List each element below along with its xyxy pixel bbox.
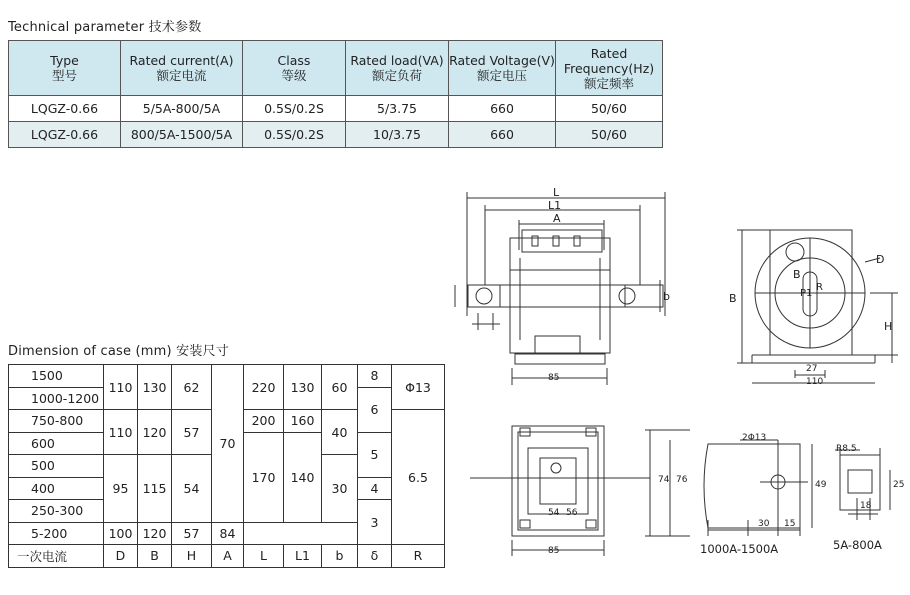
dimension-section-title: Dimension of case (mm) 安装尺寸 [8,344,229,359]
dim-label-30: 30 [758,519,770,529]
cell-frequency: 50/60 [556,96,663,122]
dim-label-54: 54 [548,508,560,518]
cell-R: 6.5 [392,410,445,545]
cell-delta: 3 [358,500,392,545]
dim-label-2phi13: 2Φ13 [742,433,767,443]
cell-L: 170 [244,432,284,522]
header-voltage-cn: 额定电压 [476,68,527,83]
dim-label-R: R [816,282,823,293]
cell-H: 57 [172,410,212,455]
dim-label-85-top: 85 [548,373,560,383]
dim-label-74: 74 [658,475,670,485]
bottom-view-drawing [470,426,690,556]
footer-B: B [138,545,172,568]
dim-label-A: A [553,212,561,225]
cell-A: 70 [212,365,244,523]
footer-A: A [212,545,244,568]
current-1000-1200: 1000-1200 [9,387,104,410]
cell-L1: 130 [284,365,322,410]
header-class-en: Class [277,53,311,68]
header-frequency-en: Rated Frequency(Hz) [563,45,655,76]
cell-B: 120 [138,522,172,545]
current-5-200: 5-200 [9,522,104,545]
current-400: 400 [9,477,104,500]
cell-load: 10/3.75 [346,122,449,148]
dim-label-B-side: B [729,292,737,305]
dim-label-B-ring: B [793,268,801,281]
dim-label-56: 56 [566,508,578,518]
dim-label-49: 49 [815,480,827,490]
dim-label-85-bottom: 85 [548,546,560,556]
dim-label-15: 15 [784,519,796,529]
current-250-300: 250-300 [9,500,104,523]
header-type-en: Type [50,53,79,68]
dim-label-R8-5: R8.5 [836,444,857,454]
cell-class: 0.5S/0.2S [243,122,346,148]
current-500: 500 [9,455,104,478]
cell-H: 54 [172,455,212,523]
dim-label-D: D [876,253,885,266]
dim-label-110: 110 [806,377,824,387]
dim-label-76: 76 [676,475,688,485]
dim-label-27: 27 [806,364,818,374]
caption-5-800: 5A-800A [833,538,882,552]
dim-label-L: L [553,186,560,199]
cell-class: 0.5S/0.2S [243,96,346,122]
footer-H: H [172,545,212,568]
current-750-800: 750-800 [9,410,104,433]
cell-A: 84 [212,522,244,545]
side-view-drawing [737,230,898,383]
footer-delta: δ [358,545,392,568]
cell-load: 5/3.75 [346,96,449,122]
cell-b: 60 [322,365,358,410]
cell-delta: 5 [358,432,392,477]
cell-voltage: 660 [449,122,556,148]
dim-label-b: b [663,290,670,303]
cell-type: LQGZ-0.66 [9,122,121,148]
cell-R: Φ13 [392,365,445,410]
cell-B: 115 [138,455,172,523]
cell-D: 95 [104,455,138,523]
current-600: 600 [9,432,104,455]
dim-label-H: H [884,320,893,333]
footer-R: R [392,545,445,568]
cell-D: 100 [104,522,138,545]
header-current-cn: 额定电流 [156,68,207,83]
cell-L: 220 [244,365,284,410]
header-frequency-cn: 额定频率 [583,75,634,91]
cell-type: LQGZ-0.66 [9,96,121,122]
cell-H: 57 [172,522,212,545]
dim-label-25: 25 [893,480,905,490]
cell-B: 120 [138,410,172,455]
cell-frequency: 50/60 [556,122,663,148]
header-load-cn: 额定负荷 [371,68,422,83]
cell-delta: 8 [358,365,392,388]
header-load-en: Rated load(VA) [350,53,444,68]
header-current-en: Rated current(A) [129,53,234,68]
dim-label-18: 18 [860,501,872,511]
cell-D: 110 [104,365,138,410]
cell-delta: 4 [358,477,392,500]
caption-1000-1500: 1000A-1500A [700,542,779,556]
cell-b: 30 [322,455,358,523]
parameter-section-title: Technical parameter 技术参数 [8,20,202,35]
footer-primary-current: 一次电流 [9,545,104,568]
cell-voltage: 660 [449,96,556,122]
cell-current: 800/5A-1500/5A [121,122,243,148]
dim-label-L1: L1 [548,199,562,212]
cell-b: 40 [322,410,358,455]
cell-L1: 160 [284,410,322,433]
header-class-cn: 等级 [281,68,307,83]
cell-D: 110 [104,410,138,455]
cell-L: 200 [244,410,284,433]
header-type-cn: 型号 [51,68,77,83]
current-1500: 1500 [9,365,104,388]
cell-H: 62 [172,365,212,410]
cell-B: 130 [138,365,172,410]
footer-D: D [104,545,138,568]
footer-L: L [244,545,284,568]
cell-current: 5/5A-800/5A [121,96,243,122]
cell-delta: 6 [358,387,392,432]
cell-L1: 140 [284,432,322,522]
header-voltage-en: Rated Voltage(V) [449,53,555,68]
footer-L1: L1 [284,545,322,568]
dim-label-P1: P1 [800,288,813,299]
footer-b: b [322,545,358,568]
